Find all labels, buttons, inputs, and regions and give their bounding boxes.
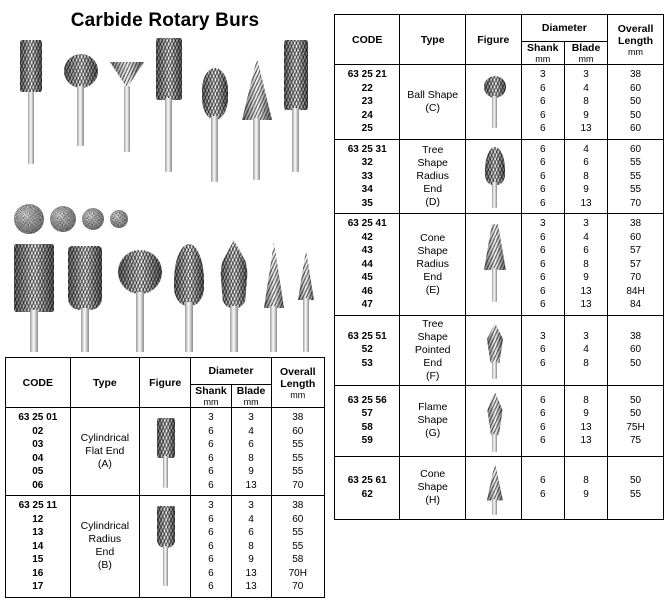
- header-figure: Figure: [465, 15, 521, 65]
- type-line: (D): [425, 195, 440, 208]
- value: 8: [583, 475, 589, 486]
- value: 50: [629, 475, 642, 486]
- code-line: 14: [32, 540, 44, 552]
- value: 55: [292, 466, 304, 477]
- value: 3: [208, 412, 214, 423]
- cylindrical-flat-end-bur-figure: [140, 412, 190, 492]
- value: 3: [248, 500, 254, 511]
- cell-type-group-c: [400, 65, 466, 140]
- value: 8: [583, 96, 589, 107]
- value: 6: [583, 157, 589, 168]
- header-blade-unit: mm: [243, 397, 259, 407]
- value: 75H: [626, 421, 645, 433]
- code-line: 33: [361, 170, 373, 182]
- value: 6: [208, 479, 214, 491]
- cell-shank-group-f: [521, 315, 564, 385]
- value: 6: [539, 170, 546, 182]
- value: 38: [292, 412, 304, 423]
- cell-type-group-g: [400, 385, 466, 456]
- code-line: 05: [32, 466, 44, 477]
- type-line: Cone: [420, 468, 446, 480]
- value: 6: [539, 285, 546, 297]
- value: 9: [248, 466, 254, 477]
- table-row: [335, 315, 664, 385]
- cell-figure-group-g: [465, 385, 521, 456]
- flame-shape-bur-figure: [466, 388, 521, 454]
- cell-figure-group-d: [465, 139, 521, 214]
- value: 6: [539, 143, 546, 155]
- cell-type-group-d: [400, 139, 466, 214]
- value: 6: [539, 82, 546, 94]
- code-line: 59: [361, 435, 373, 446]
- value: 6: [208, 540, 214, 552]
- value: 6: [583, 245, 589, 256]
- value: 4: [583, 143, 589, 155]
- value: 3: [583, 218, 589, 229]
- cell-code-group-a: [6, 408, 71, 496]
- type-line: Flame: [418, 401, 448, 413]
- value: 55: [292, 527, 304, 538]
- value: 57: [629, 258, 642, 270]
- value: 6: [539, 394, 546, 406]
- type-line: End: [423, 270, 443, 283]
- value: 60: [292, 513, 304, 525]
- value: 6: [539, 357, 546, 369]
- cell-length-group-c: [608, 65, 664, 140]
- value: 60: [629, 231, 642, 243]
- code-line: 25: [361, 123, 373, 134]
- header-shank-label: Shank: [527, 42, 559, 54]
- header-shank-label: Shank: [195, 385, 227, 397]
- type-line: (H): [425, 494, 440, 506]
- cell-type-group-a: [70, 408, 139, 496]
- value: 60: [629, 123, 642, 134]
- header-shank: [521, 42, 564, 65]
- code-line: 63 25 56: [347, 394, 387, 406]
- value: 6: [539, 231, 546, 243]
- value: 75: [629, 435, 642, 446]
- header-overall-line1: Overall: [617, 22, 654, 35]
- type-line: Shape: [417, 481, 448, 493]
- header-type: Type: [70, 358, 139, 408]
- value: 9: [248, 554, 254, 565]
- value: 8: [583, 357, 589, 369]
- code-line: 24: [361, 109, 373, 121]
- value: 3: [539, 69, 546, 80]
- value: 4: [248, 425, 254, 437]
- value: 8: [248, 540, 254, 552]
- value: 6: [539, 123, 546, 134]
- cell-type-group-b: [70, 496, 139, 598]
- value: 60: [292, 425, 304, 437]
- table-row: [335, 65, 664, 140]
- code-line: 02: [32, 425, 44, 437]
- cell-type-group-h: [400, 456, 466, 519]
- type-line: (C): [425, 101, 440, 114]
- value: 60: [629, 82, 642, 94]
- type-line: Radius: [416, 169, 450, 182]
- cell-figure-group-c: [465, 65, 521, 140]
- code-line: 57: [361, 408, 373, 419]
- value: 3: [539, 218, 546, 229]
- value: 55: [292, 439, 304, 450]
- cell-blade-group-d: [564, 139, 607, 214]
- value: 9: [583, 272, 589, 283]
- cone-shape-bur-figure: [466, 459, 521, 517]
- cell-length-group-g: [608, 385, 664, 456]
- cell-length-group-d: [608, 139, 664, 214]
- value: 6: [208, 513, 214, 525]
- value: 13: [245, 581, 257, 592]
- value: 55: [292, 452, 304, 464]
- code-line: 17: [32, 581, 44, 592]
- value: 13: [580, 421, 592, 433]
- cell-code-group-d: [335, 139, 400, 214]
- table-row: [335, 214, 664, 316]
- value: 70: [292, 479, 304, 491]
- cell-length-group-e: [608, 214, 664, 316]
- type-line: Cylindrical: [80, 520, 130, 533]
- header-blade: [564, 42, 607, 65]
- code-line: 12: [32, 513, 44, 525]
- type-line: Tree: [422, 143, 444, 156]
- value: 13: [580, 123, 592, 134]
- header-code: CODE: [6, 358, 71, 408]
- table-row: [335, 456, 664, 519]
- header-overall-length: [271, 358, 324, 408]
- value: 55: [292, 540, 304, 552]
- value: 13: [580, 197, 592, 209]
- code-line: 43: [361, 245, 373, 256]
- value: 8: [583, 394, 589, 406]
- value: 50: [629, 96, 642, 107]
- value: 6: [539, 299, 546, 310]
- code-line: 63 25 51: [347, 330, 387, 342]
- cell-blade-group-f: [564, 315, 607, 385]
- value: 6: [208, 439, 214, 450]
- value: 55: [629, 488, 642, 500]
- header-code: CODE: [335, 15, 400, 65]
- value: 6: [208, 452, 214, 464]
- value: 6: [539, 421, 546, 433]
- value: 6: [539, 475, 546, 486]
- cell-figure-group-b: [140, 496, 191, 598]
- value: 57: [629, 245, 642, 256]
- type-line: End: [423, 182, 443, 195]
- value: 9: [583, 488, 589, 500]
- value: 3: [583, 69, 589, 80]
- value: 9: [583, 109, 589, 121]
- code-line: 62: [361, 488, 373, 500]
- value: 70: [629, 197, 642, 209]
- code-line: 16: [32, 567, 44, 579]
- table-header-row: [335, 15, 664, 42]
- cell-blade-group-g: [564, 385, 607, 456]
- table-header-row: [6, 358, 325, 385]
- value: 38: [629, 330, 642, 342]
- code-line: 22: [361, 82, 373, 94]
- code-line: 03: [32, 439, 44, 450]
- code-line: 15: [32, 554, 44, 565]
- type-line: (E): [425, 283, 440, 296]
- code-line: 63 25 01: [18, 412, 58, 423]
- value: 3: [208, 500, 214, 511]
- code-line: 06: [32, 479, 44, 491]
- value: 6: [248, 439, 254, 450]
- code-line: 04: [32, 452, 44, 464]
- code-line: 52: [361, 344, 373, 356]
- header-figure: Figure: [140, 358, 191, 408]
- header-overall-line2: Length: [618, 34, 654, 47]
- value: 58: [292, 554, 304, 565]
- type-line: Pointed: [414, 343, 451, 356]
- cell-code-group-b: [6, 496, 71, 598]
- cell-code-group-g: [335, 385, 400, 456]
- cell-type-group-e: [400, 214, 466, 316]
- header-shank-unit: mm: [203, 397, 219, 407]
- code-line: 47: [361, 299, 373, 310]
- value: 6: [208, 527, 214, 538]
- value: 4: [583, 231, 589, 243]
- code-line: 35: [361, 197, 373, 209]
- cell-shank-group-d: [521, 139, 564, 214]
- value: 6: [539, 157, 546, 168]
- header-diameter: Diameter: [521, 15, 608, 42]
- value: 6: [208, 466, 214, 477]
- cell-length-group-b: [271, 496, 324, 598]
- header-shank: [191, 385, 231, 408]
- cell-shank-group-g: [521, 385, 564, 456]
- value: 9: [583, 408, 589, 419]
- specs-table-left: [5, 357, 325, 598]
- type-line: End: [423, 356, 443, 369]
- value: 13: [245, 479, 257, 491]
- code-line: 46: [361, 285, 373, 297]
- value: 6: [539, 344, 546, 356]
- type-line: (F): [425, 369, 440, 382]
- type-line: Ball Shape: [407, 88, 459, 101]
- value: 6: [539, 258, 546, 270]
- value: 3: [539, 330, 546, 342]
- type-line: (B): [97, 559, 112, 572]
- type-line: End: [95, 546, 115, 559]
- cell-blade-group-e: [564, 214, 607, 316]
- value: 4: [248, 513, 254, 525]
- header-overall-line2: Length: [280, 377, 316, 390]
- cell-code-group-c: [335, 65, 400, 140]
- value: 60: [629, 143, 642, 155]
- code-line: 63 25 61: [347, 475, 387, 486]
- illustration-bottom-burs: [6, 196, 326, 352]
- value: 84: [629, 299, 642, 310]
- value: 84H: [626, 285, 645, 297]
- value: 6: [539, 184, 546, 195]
- cell-shank-group-c: [521, 65, 564, 140]
- type-line: (A): [97, 458, 112, 470]
- value: 50: [629, 109, 642, 121]
- value: 8: [248, 452, 254, 464]
- tree-shape-radius-end-bur-figure: [466, 142, 521, 210]
- cell-shank-group-e: [521, 214, 564, 316]
- type-line: Cylindrical: [80, 432, 130, 444]
- code-line: 45: [361, 272, 373, 283]
- cell-shank-group-a: [191, 408, 231, 496]
- header-blade-label: Blade: [571, 42, 601, 54]
- value: 60: [629, 344, 642, 356]
- code-line: 44: [361, 258, 373, 270]
- value: 6: [539, 109, 546, 121]
- value: 4: [583, 82, 589, 94]
- tree-shape-pointed-end-bur-figure: [466, 319, 521, 381]
- value: 6: [539, 435, 546, 446]
- value: 6: [208, 567, 214, 579]
- type-line: Shape: [417, 244, 448, 257]
- value: 6: [208, 581, 214, 592]
- type-line: Radius: [416, 257, 450, 270]
- value: 70: [292, 581, 304, 592]
- value: 50: [629, 394, 642, 406]
- value: 38: [629, 218, 642, 229]
- cell-shank-group-h: [521, 456, 564, 519]
- value: 13: [245, 567, 257, 579]
- cell-code-group-e: [335, 214, 400, 316]
- code-line: 13: [32, 527, 44, 538]
- value: 55: [629, 170, 642, 182]
- cell-length-group-f: [608, 315, 664, 385]
- code-line: 63 25 11: [18, 500, 57, 511]
- header-overall-line1: Overall: [279, 365, 316, 378]
- value: 6: [539, 197, 546, 209]
- header-overall-unit: mm: [628, 46, 644, 57]
- value: 13: [580, 435, 592, 446]
- table-row: [6, 496, 325, 598]
- value: 13: [580, 285, 592, 297]
- table-row: [6, 408, 325, 496]
- cell-blade-group-b: [231, 496, 271, 598]
- value: 8: [583, 170, 589, 182]
- value: 13: [580, 299, 592, 310]
- value: 70H: [288, 567, 307, 579]
- type-line: Tree: [422, 317, 444, 330]
- cell-length-group-a: [271, 408, 324, 496]
- header-blade: [231, 385, 271, 408]
- type-line: (G): [425, 427, 441, 439]
- specs-table-right: [334, 14, 664, 520]
- type-line: Shape: [417, 330, 448, 343]
- value: 6: [539, 272, 546, 283]
- value: 6: [208, 425, 214, 437]
- type-line: Shape: [417, 414, 448, 426]
- cell-figure-group-a: [140, 408, 191, 496]
- code-line: 42: [361, 231, 373, 243]
- cell-shank-group-b: [191, 496, 231, 598]
- header-type: Type: [400, 15, 466, 65]
- value: 6: [539, 96, 546, 107]
- value: 4: [583, 344, 589, 356]
- type-line: Shape: [417, 156, 448, 169]
- type-line: Flat End: [85, 445, 125, 457]
- cell-blade-group-h: [564, 456, 607, 519]
- header-blade-label: Blade: [236, 385, 266, 397]
- header-blade-unit: mm: [578, 54, 594, 64]
- code-line: 23: [361, 96, 373, 107]
- value: 6: [208, 554, 214, 565]
- cell-figure-group-h: [465, 456, 521, 519]
- value: 6: [248, 527, 254, 538]
- cell-figure-group-e: [465, 214, 521, 316]
- code-line: 63 25 21: [347, 69, 387, 80]
- value: 8: [583, 258, 589, 270]
- cell-code-group-f: [335, 315, 400, 385]
- code-line: 53: [361, 357, 373, 369]
- value: 6: [539, 408, 546, 419]
- code-line: 58: [361, 421, 373, 433]
- value: 38: [629, 69, 642, 80]
- page-title: Carbide Rotary Burs: [70, 10, 260, 31]
- code-line: 32: [361, 157, 373, 168]
- cell-blade-group-a: [231, 408, 271, 496]
- ball-shape-bur-figure: [466, 71, 521, 133]
- cone-shape-radius-end-bur-figure: [466, 218, 521, 310]
- value: 6: [539, 488, 546, 500]
- header-overall-unit: mm: [290, 389, 306, 400]
- cell-code-group-h: [335, 456, 400, 519]
- value: 3: [248, 412, 254, 423]
- cylindrical-radius-end-bur-figure: [140, 500, 190, 592]
- code-line: 34: [361, 184, 373, 195]
- cell-type-group-f: [400, 315, 466, 385]
- value: 38: [292, 500, 304, 511]
- header-overall-length: [608, 15, 664, 65]
- value: 55: [629, 184, 642, 195]
- type-line: Radius: [88, 533, 122, 546]
- value: 50: [629, 357, 642, 369]
- value: 6: [539, 245, 546, 256]
- cell-length-group-h: [608, 456, 664, 519]
- table-row: [335, 385, 664, 456]
- type-line: Cone: [420, 231, 446, 244]
- header-shank-unit: mm: [535, 54, 551, 64]
- value: 50: [629, 408, 642, 419]
- value: 9: [583, 184, 589, 195]
- table-row: [335, 139, 664, 214]
- header-diameter: Diameter: [191, 358, 271, 385]
- code-line: 63 25 31: [347, 143, 387, 155]
- code-line: 63 25 41: [347, 218, 387, 229]
- cell-figure-group-f: [465, 315, 521, 385]
- cell-blade-group-c: [564, 65, 607, 140]
- illustration-top-burs: [6, 34, 326, 184]
- value: 70: [629, 272, 642, 283]
- value: 3: [583, 330, 589, 342]
- value: 55: [629, 157, 642, 168]
